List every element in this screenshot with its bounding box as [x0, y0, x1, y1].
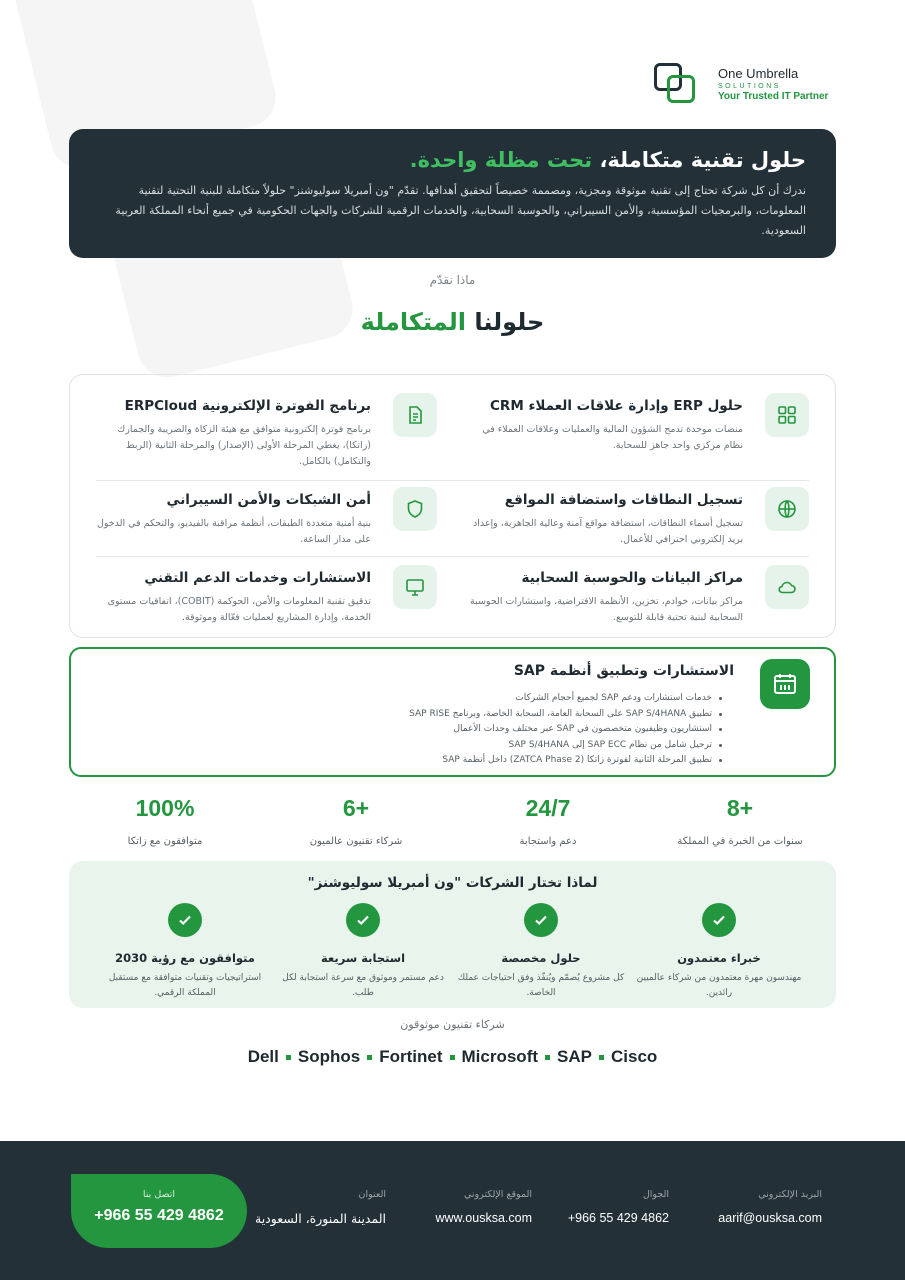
footer-address-label: العنوان: [358, 1189, 386, 1200]
partner-name: Dell: [247, 1047, 279, 1066]
cta-phone: +966 55 429 4862: [94, 1207, 224, 1224]
hero-title-main: حلول تقنية متكاملة،: [599, 148, 806, 172]
sap-list-item: استشاريون وظيفيون متخصصون في SAP عبر مختلف وحدات الأعمال: [409, 722, 722, 738]
service-title: تسجيل النطاقات واستضافة المواقع: [504, 492, 743, 508]
feature-title: استجابة سريعة: [320, 951, 406, 965]
sap-list-item: تطبيق المرحلة الثانية لفوترة زاتكا (ZATCA Phase 2) داخل أنظمة SAP: [409, 753, 722, 769]
email-link[interactable]: aarif@ousksa.com: [718, 1211, 822, 1225]
calendar-icon: [760, 659, 810, 709]
feature-desc: دعم مستمر وموثوق مع سرعة استجابة لكل طلب.: [282, 973, 444, 998]
feature-desc: كل مشروع يُصمّم ويُنفّذ وفق احتياجات عملك الخاصة.: [457, 973, 625, 998]
check-icon: [524, 903, 558, 937]
feature-title: متوافقون مع رؤية 2030: [115, 951, 255, 965]
feature-item: [634, 903, 804, 1001]
mobile-link[interactable]: +966 55 429 4862: [567, 1211, 669, 1225]
section-title-highlight: المتكاملة: [360, 308, 466, 336]
stat-item: [650, 795, 830, 847]
stat-label: سنوات من الخبرة في المملكة: [677, 836, 803, 847]
stat-value: 100%: [135, 795, 195, 821]
service-title: حلول ERP وإدارة علاقات العملاء CRM: [490, 398, 743, 414]
service-desc: بنية أمنية متعددة الطبقات، أنظمة مراقبة بالفيديو، والتحكم في الدخول على مدار الساعة.: [96, 518, 371, 545]
partners-list: [0, 1047, 905, 1067]
check-icon: [702, 903, 736, 937]
footer-mobile-label: الجوال: [642, 1189, 669, 1200]
partner-name: Microsoft: [461, 1047, 539, 1066]
shield-icon: [393, 487, 437, 531]
sap-list-item: تطبيق SAP S/4HANA على السحابة العامة، السحابة الخاصة، وبرنامج SAP RISE: [409, 707, 722, 723]
feature-desc: مهندسون مهرة معتمدون من شركاء عالميين رائدين.: [636, 973, 802, 998]
hero-body: ندرك أن كل شركة تحتاج إلى تقنية موثوقة ومجزية، ومصممة خصيصاً لتحقيق أهدافها. تقدّم "ون أمبريلا سوليوشنز" حلولاً متكاملة للبنية التحتية لتقنية المعلومات، والبرمجيات المؤسسية، والأمن السيبراني، والحوسبة السحابية، والخدمات الرقمية للشركات والجهات الحكومية في جميع أنحاء المملكة العربية السعودية.: [115, 184, 806, 237]
cloud-icon: [765, 565, 809, 609]
partner-name: Cisco: [610, 1047, 658, 1066]
stat-item: [266, 795, 446, 847]
footer-mobile: [568, 1189, 669, 1225]
stat-value: 8+: [726, 795, 754, 821]
document-icon: [393, 393, 437, 437]
service-title: برنامج الفوترة الإلكترونية ERPCloud: [124, 398, 371, 414]
contact-us-button[interactable]: [71, 1174, 247, 1248]
stat-value: 6+: [342, 795, 370, 821]
separator-dot: [545, 1055, 550, 1060]
separator-dot: [367, 1055, 372, 1060]
service-desc: برنامج فوترة إلكترونية متوافق مع هيئة الزكاة والضريبة والجمارك (زاتكا)، يغطي المرحلة الأولى (الإصدار) والمرحلة الثانية (الربط والتكامل) بالكامل.: [117, 424, 371, 467]
service-desc: مراكز بيانات، خوادم، تخزين، الأنظمة الافتراضية، واستشارات الحوسبة السحابية لبنية تحتية قابلة للتوسع.: [470, 596, 743, 623]
footer-email: [718, 1189, 822, 1225]
grid-icon: [765, 393, 809, 437]
umbrella-logo-icon: [652, 61, 698, 107]
section-title-main: حلولنا: [474, 308, 545, 336]
section-title: [0, 308, 905, 336]
monitor-icon: [393, 565, 437, 609]
brand-sub: SOLUTIONS: [718, 83, 781, 90]
footer-website: [435, 1189, 532, 1225]
separator-dot: [599, 1055, 604, 1060]
sap-list-item: ترحيل شامل من نظام SAP ECC إلى SAP S/4HANA: [409, 738, 722, 754]
partner-name: SAP: [557, 1047, 592, 1066]
divider: [96, 480, 809, 481]
stat-label: شركاء تقنيون عالميون: [309, 836, 403, 847]
section-eyebrow: ماذا نقدّم: [429, 273, 476, 287]
brand-tagline: Your Trusted IT Partner: [718, 91, 829, 102]
partners-label: شركاء تقنيون موثوقون: [400, 1018, 505, 1031]
check-icon: [168, 903, 202, 937]
check-icon: [346, 903, 380, 937]
separator-dot: [450, 1055, 455, 1060]
separator-dot: [286, 1055, 291, 1060]
cta-label: اتصل بنا: [142, 1189, 176, 1200]
hero-title: [99, 145, 806, 175]
services-card: [69, 374, 836, 638]
service-desc: منصات موحدة تدمج الشؤون المالية والعمليات وعلاقات العملاء في نظام مركزي واحد جاهز للسحابة.: [482, 424, 743, 451]
feature-title: خبراء معتمدون: [677, 951, 761, 965]
feature-item: [278, 903, 448, 1001]
service-desc: تدقيق تقنية المعلومات والأمن، الحوكمة (COBIT)، اتفاقيات مستوى الخدمة، وإدارة المشاريع لعمليات فعّالة وموثوقة.: [107, 596, 371, 623]
footer-address-value: المدينة المنورة، السعودية: [255, 1211, 386, 1226]
sap-title: الاستشارات وتطبيق أنظمة SAP: [513, 663, 734, 679]
website-link[interactable]: www.ousksa.com: [435, 1211, 532, 1225]
sap-list: [409, 691, 722, 769]
feature-item: [100, 903, 270, 1001]
brand-name: One Umbrella: [718, 66, 799, 81]
footer-address: [255, 1189, 386, 1226]
partner-name: Sophos: [297, 1047, 361, 1066]
service-title: مراكز البيانات والحوسبة السحابية: [521, 570, 743, 586]
stat-label: متوافقون مع زاتكا: [127, 836, 203, 847]
service-title: أمن الشبكات والأمن السيبراني: [166, 492, 371, 508]
globe-icon: [765, 487, 809, 531]
sap-card: [69, 647, 836, 777]
stat-item: [458, 795, 638, 847]
service-desc: تسجيل أسماء النطاقات، استضافة مواقع آمنة وعالية الجاهزية، وإعداد بريد إلكتروني احترافي للأعمال.: [473, 518, 743, 545]
stat-label: دعم واستجابة: [519, 836, 577, 847]
service-title: الاستشارات وخدمات الدعم التقني: [144, 570, 371, 586]
partner-name: Fortinet: [379, 1047, 443, 1066]
feature-title: حلول مخصصة: [501, 951, 581, 965]
why-choose-card: [69, 861, 836, 1008]
sap-list-item: خدمات استشارات ودعم SAP لجميع أحجام الشركات: [409, 691, 722, 707]
stat-item: [75, 795, 255, 847]
divider: [96, 556, 809, 557]
why-title: لماذا تختار الشركات "ون أمبريلا سوليوشنز": [307, 875, 598, 891]
stat-value: 24/7: [525, 795, 571, 821]
feature-item: [456, 903, 626, 1001]
footer-email-label: البريد الإلكتروني: [758, 1189, 822, 1200]
feature-desc: استراتيجيات وتقنيات متوافقة مع مستقبل المملكة الرقمي.: [108, 973, 262, 998]
footer-website-label: الموقع الإلكتروني: [463, 1189, 532, 1200]
brand-logo: [652, 58, 852, 110]
hero-title-highlight: تحت مظلة واحدة.: [409, 148, 593, 172]
hero-banner: [69, 129, 836, 258]
